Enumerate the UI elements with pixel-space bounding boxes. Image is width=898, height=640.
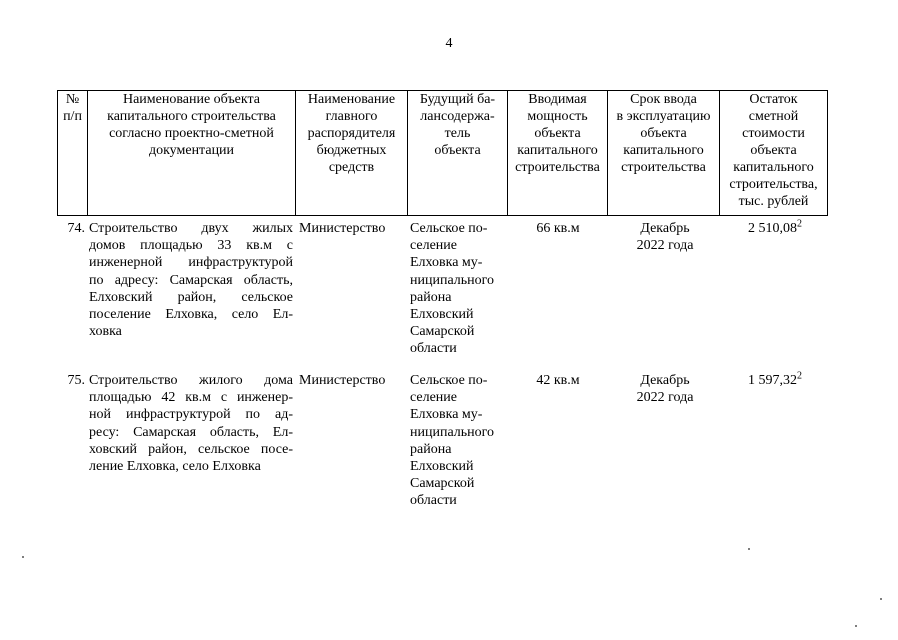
remaining-cost: 2 510,08$^2$ [748,218,802,236]
header-object-name: Наименование объекта капитального строительства согласно проектно-сметной документации [88,91,296,216]
object-name: Строительство двух жилых домов площадью 33 кв.м с инженерной инфраструктурой по адресу: Самарская область, Елховский район, сельское поселение Елховка, село Ел- ховка [89,221,293,340]
page-number: 4 [445,36,453,51]
scan-speck [855,625,857,627]
footnote-mark: 2 [797,218,802,230]
header-number: № п/п [58,91,88,216]
header-remaining-cost: Остаток сметной стоимости объекта капитального строительства, тыс. рублей [720,91,828,216]
header-capacity: Вводимая мощность объекта капитального строительства [508,91,608,216]
scan-speck [22,556,24,558]
remaining-cost: 1 597,32$^2$ [748,370,802,388]
future-holder: Сельское по- селение Елховка му- ниципального района Елховский Самарской области [410,373,495,509]
capacity: 42 кв.м [536,373,580,388]
row-number: 74. [67,221,85,236]
footnote-mark: 2 [797,370,802,382]
header-main-manager: Наименование главного распорядителя бюджетных средств [296,91,408,216]
main-manager: Министерство [299,373,386,388]
header-future-holder: Будущий ба- лансодержа- тель объекта [408,91,508,216]
table-header [57,90,828,216]
row-number: 75. [67,373,85,388]
capacity: 66 кв.м [536,221,580,236]
object-name: Строительство жилого дома площадью 42 кв.м с инженер- ной инфраструктурой по ад- ресу: Самарская область, Ел- ховский район, сельское посе- ление Елховка, село Елховка [89,373,293,475]
commission-date: Декабрь 2022 года [636,373,694,406]
header-commission-date: Срок ввода в эксплуатацию объекта капитального строительства [608,91,720,216]
main-manager: Министерство [299,221,386,236]
future-holder: Сельское по- селение Елховка му- ниципального района Елховский Самарской области [410,221,495,357]
commission-date: Декабрь 2022 года [636,221,694,254]
scan-speck [748,548,750,550]
scan-speck [880,598,882,600]
